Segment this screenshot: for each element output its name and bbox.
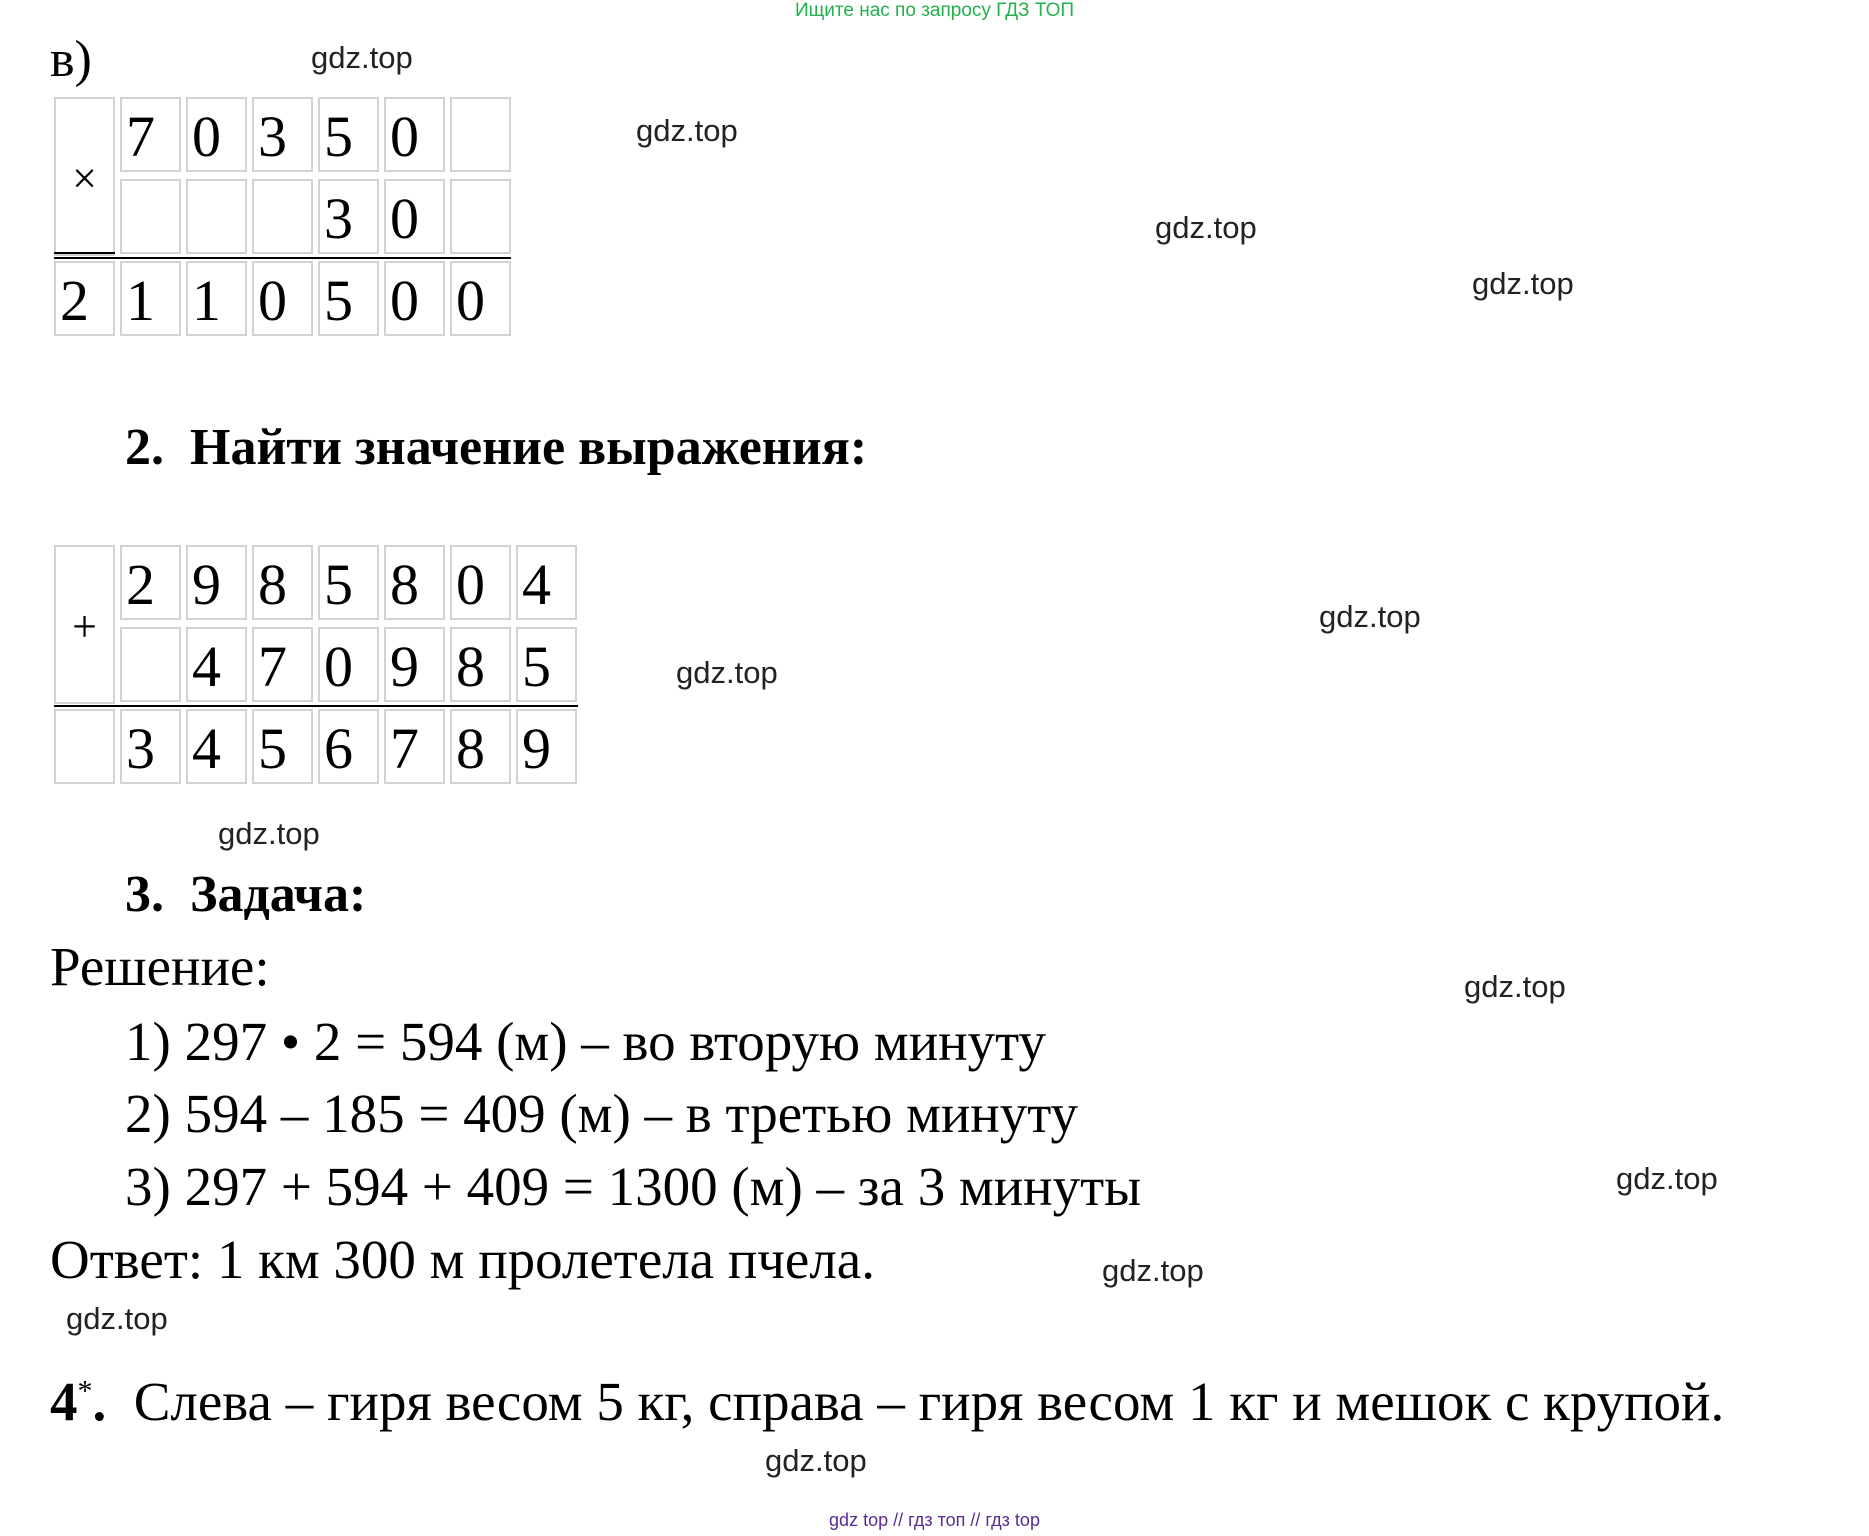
digit-cell: 0: [384, 97, 445, 172]
solution-label: Решение:: [50, 936, 270, 997]
result-cell: 1: [186, 261, 247, 336]
result-cell: 5: [318, 261, 379, 336]
digit-cell: 5: [318, 545, 379, 620]
result-cell: 2: [54, 261, 115, 336]
digit-cell: [450, 97, 511, 172]
watermark: gdz.top: [1464, 969, 1566, 1004]
digit-cell: 0: [450, 545, 511, 620]
digit-cell: [120, 179, 181, 254]
result-cell: 0: [450, 261, 511, 336]
task4-number: 4: [50, 1371, 78, 1432]
result-cell: 6: [318, 709, 379, 784]
digit-cell: [120, 627, 181, 702]
digit-cell: 7: [252, 627, 313, 702]
digit-cell: 4: [516, 545, 577, 620]
task2-number: 2.: [125, 419, 164, 476]
digit-cell: 0: [384, 179, 445, 254]
watermark: gdz.top: [676, 655, 778, 690]
solution-step-2: 2) 594 – 185 = 409 (м) – в третью минуту: [125, 1083, 1079, 1144]
footer-links[interactable]: gdz top // гдз топ // гдз top: [829, 1510, 1040, 1530]
top-banner[interactable]: Ищите нас по запросу ГДЗ ТОП: [794, 0, 1075, 21]
result-rule-double: [54, 252, 115, 254]
digit-cell: [252, 179, 313, 254]
result-cell: 1: [120, 261, 181, 336]
solution-step-1: 1) 297 • 2 = 594 (м) – во вторую минуту: [125, 1011, 1046, 1072]
watermark: gdz.top: [1319, 599, 1421, 634]
digit-cell: 8: [384, 545, 445, 620]
watermark: gdz.top: [636, 113, 738, 148]
result-cell: 3: [120, 709, 181, 784]
digit-cell: 0: [318, 627, 379, 702]
result-rule: [54, 705, 578, 707]
result-cell: 0: [252, 261, 313, 336]
watermark: gdz.top: [1472, 266, 1574, 301]
multiply-operator: ×: [54, 97, 115, 256]
task4-dot: .: [92, 1371, 107, 1432]
task4-text: Слева – гиря весом 5 кг, справа – гиря весом 1 кг и мешок с крупой.: [133, 1371, 1725, 1432]
result-cell: 5: [252, 709, 313, 784]
digit-cell: 5: [516, 627, 577, 702]
digit-cell: [186, 179, 247, 254]
digit-cell: 2: [120, 545, 181, 620]
addition-grid: [54, 545, 584, 790]
digit-cell: 9: [384, 627, 445, 702]
digit-cell: 8: [450, 627, 511, 702]
result-cell: 8: [450, 709, 511, 784]
result-cell: 9: [516, 709, 577, 784]
watermark: gdz.top: [218, 816, 320, 851]
digit-cell: 3: [318, 179, 379, 254]
digit-cell: 7: [120, 97, 181, 172]
digit-cell: 8: [252, 545, 313, 620]
solution-step-3: 3) 297 + 594 + 409 = 1300 (м) – за 3 минуты: [125, 1156, 1142, 1217]
watermark: gdz.top: [311, 40, 413, 75]
digit-cell: [450, 179, 511, 254]
digit-cell: 9: [186, 545, 247, 620]
result-cell: 7: [384, 709, 445, 784]
task3-heading: [125, 865, 366, 924]
watermark: gdz.top: [66, 1301, 168, 1336]
task3-number: 3.: [125, 866, 164, 923]
task2-heading: [125, 418, 867, 477]
answer-text: Ответ: 1 км 300 м пролетела пчела.: [50, 1229, 875, 1290]
result-cell: 0: [384, 261, 445, 336]
result-rule: [54, 257, 511, 259]
task2-title: Найти значение выражения:: [190, 419, 868, 476]
task3-title: Задача:: [190, 866, 367, 923]
watermark: gdz.top: [1102, 1253, 1204, 1288]
digit-cell: 4: [186, 627, 247, 702]
multiplication-grid: [54, 97, 514, 342]
watermark: gdz.top: [1616, 1161, 1718, 1196]
watermark: gdz.top: [765, 1443, 867, 1478]
task4-star: *: [77, 1374, 93, 1408]
digit-cell: 3: [252, 97, 313, 172]
result-cell: 4: [186, 709, 247, 784]
watermark: gdz.top: [1155, 210, 1257, 245]
digit-cell: 0: [186, 97, 247, 172]
plus-operator: +: [54, 545, 115, 704]
result-cell: [54, 709, 115, 784]
task4-line: [50, 1370, 1724, 1433]
part-label: в): [50, 31, 92, 88]
digit-cell: 5: [318, 97, 379, 172]
